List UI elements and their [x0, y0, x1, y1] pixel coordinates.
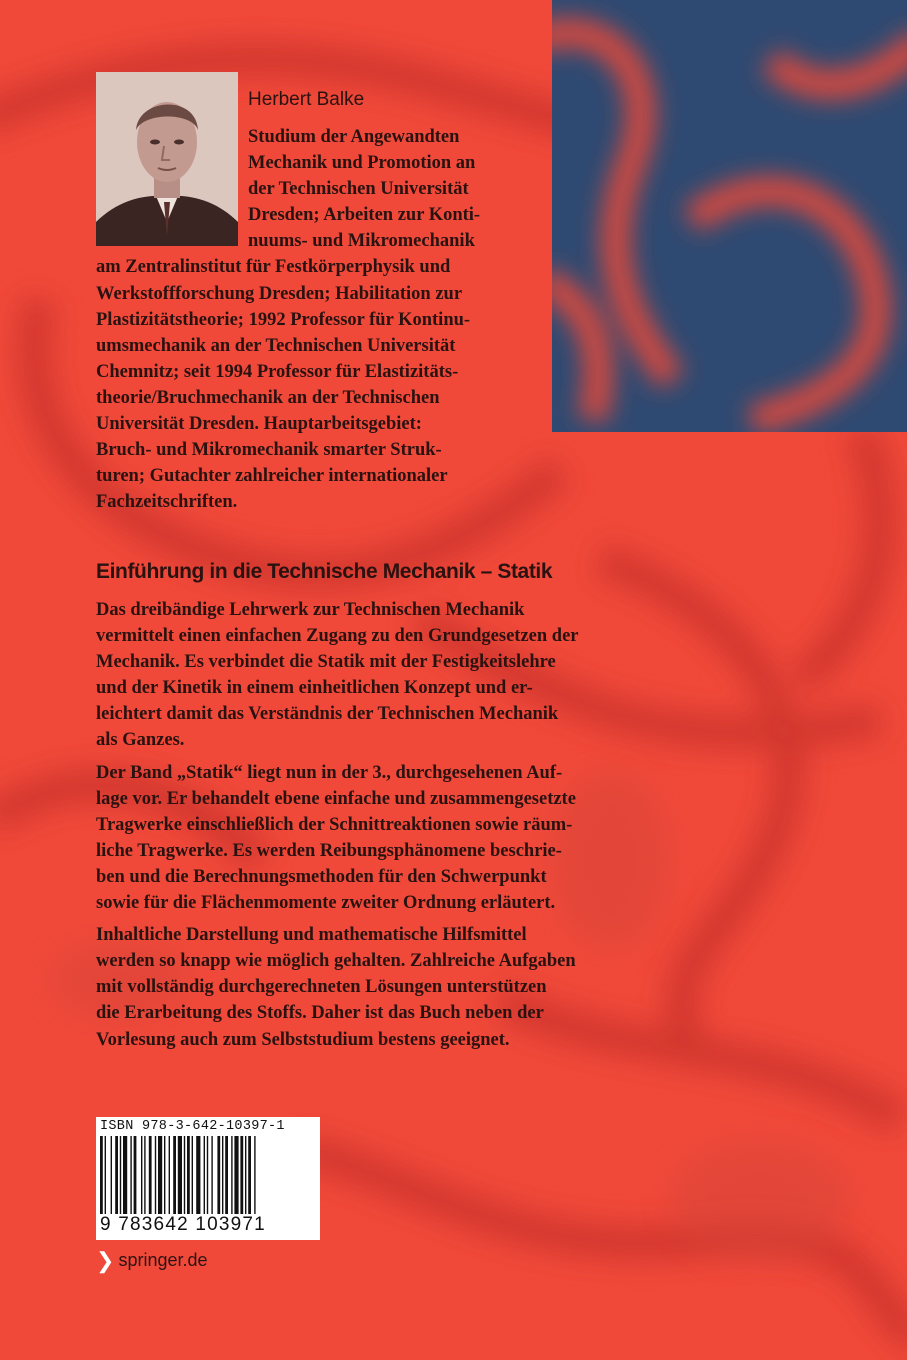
panel-art [552, 0, 907, 432]
description-line: Tragwerke einschließlich der Schnittreaktionen sowie räum- [96, 814, 573, 835]
bio-line: Studium der Angewandten [248, 127, 460, 147]
bio-line: Mechanik und Promotion an [248, 153, 476, 174]
bio-line: am Zentralinstitut für Festkörperphysik und [96, 257, 451, 278]
description-line: leichtert damit das Verständnis der Technischen Mechanik [96, 704, 559, 725]
blue-panel [552, 0, 907, 432]
bio-line: umsmechanik an der Technischen Universität [96, 335, 456, 356]
author-bio [96, 124, 536, 515]
bio-line: theorie/Bruchmechanik an der Technischen [96, 387, 440, 408]
description-line: sowie für die Flächenmomente zweiter Ordnung erläutert. [96, 893, 556, 914]
bio-line: Werkstoffforschung Dresden; Habilitation zur [96, 283, 463, 304]
bio-line: nuums- und Mikromechanik [248, 231, 475, 252]
author-name: Herbert Balke [248, 89, 365, 110]
description-line: die Erarbeitung des Stoffs. Daher ist das Buch neben der [96, 1003, 544, 1024]
description-line: Mechanik. Es verbindet die Statik mit der Festigkeitslehre [96, 652, 556, 673]
description-line: und der Kinetik in einem einheitlichen Konzept und er- [96, 678, 533, 699]
barcode-bars [100, 1136, 316, 1218]
isbn-label: ISBN 978-3-642-10397-1 [100, 1119, 285, 1134]
bio-line: Dresden; Arbeiten zur Konti- [248, 205, 481, 226]
description-line: Vorlesung auch zum Selbststudium bestens geeignet. [96, 1029, 510, 1050]
description-paragraph [96, 922, 676, 1052]
publisher-url: springer.de [118, 1250, 208, 1270]
description-line: werden so knapp wie möglich gehalten. Zahlreiche Aufgaben [96, 951, 576, 972]
description-line: Inhaltliche Darstellung und mathematische Hilfsmittel [96, 925, 527, 946]
description-line: vermittelt einen einfachen Zugang zu den Grundgesetzen der [96, 626, 579, 647]
bio-line: der Technischen Universität [248, 179, 469, 200]
description-line: liche Tragwerke. Es werden Reibungsphänomene beschrie- [96, 840, 562, 861]
description-line: mit vollständig durchgerechneten Lösungen unterstützen [96, 977, 547, 998]
bio-line: Plastizitätstheorie; 1992 Professor für Kontinu- [96, 309, 471, 330]
description-line: ben und die Berechnungsmethoden für den Schwerpunkt [96, 866, 547, 887]
book-title: Einführung in die Technische Mechanik – Statik [96, 560, 553, 583]
ean-digits: 9 783642 103971 [100, 1214, 266, 1235]
bio-line: Universität Dresden. Hauptarbeitsgebiet: [96, 414, 422, 435]
bio-line: turen; Gutachter zahlreicher internationaler [96, 466, 448, 487]
bio-line: Fachzeitschriften. [96, 492, 238, 513]
description-line: als Ganzes. [96, 730, 185, 751]
book-description [96, 597, 676, 1059]
bio-line: Bruch- und Mikromechanik smarter Struk- [96, 440, 442, 461]
chevron-right-icon: ❯ [96, 1247, 115, 1273]
publisher-link[interactable] [96, 1247, 208, 1273]
description-line: Der Band „Statik“ liegt nun in der 3., durchgesehenen Auf- [96, 762, 563, 783]
description-line: lage vor. Er behandelt ebene einfache und zusammengesetzte [96, 788, 576, 809]
description-line: Das dreibändige Lehrwerk zur Technischen Mechanik [96, 600, 525, 620]
bio-line: Chemnitz; seit 1994 Professor für Elastizitäts- [96, 361, 459, 382]
description-paragraph [96, 597, 676, 754]
isbn-barcode [96, 1117, 320, 1240]
description-paragraph [96, 760, 676, 917]
